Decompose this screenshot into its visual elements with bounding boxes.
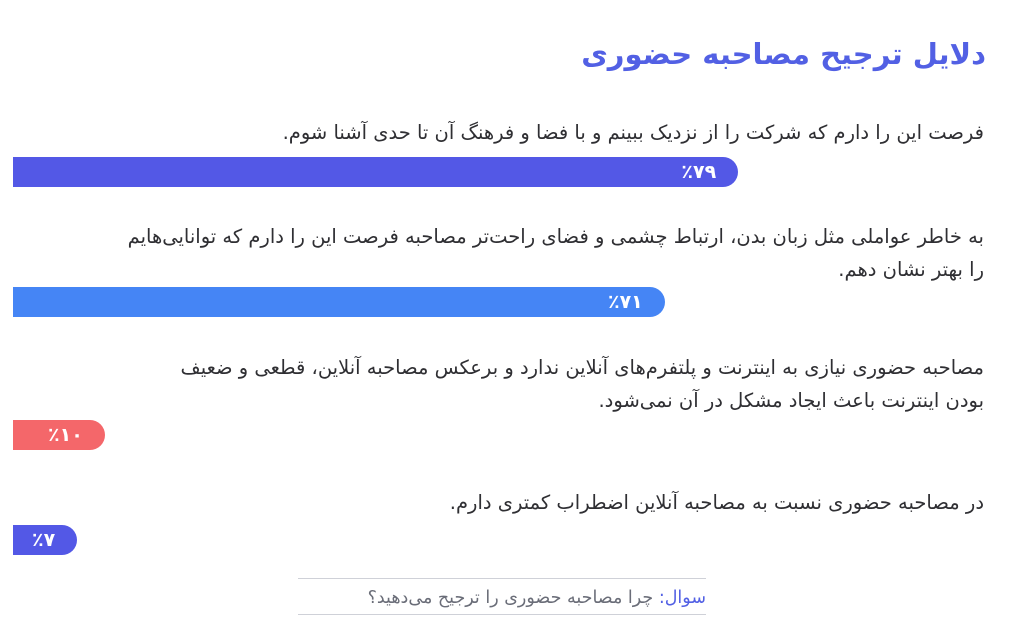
bar (13, 420, 105, 450)
bar (13, 157, 738, 187)
reason-label (9, 351, 984, 417)
reason-label (9, 220, 984, 286)
bar (13, 525, 77, 555)
question-prefix: سوال: (658, 588, 706, 608)
bar-value-label: ٪۷ (32, 529, 56, 551)
question-text (298, 583, 706, 613)
bar-track (13, 420, 931, 450)
bar (13, 287, 665, 317)
chart-title: دلایل ترجیح مصاحبه حضوری (581, 37, 986, 71)
question-body: چرا مصاحبه حضوری را ترجیح می‌دهید؟ (367, 588, 659, 608)
reason-label-line: مصاحبه حضوری نیازی به اینترنت و پلتفرم‌های آنلاین ندارد و برعکس مصاحبه آنلاین، قطعی و ضعیف (180, 356, 984, 379)
question-divider-top (298, 578, 706, 579)
bar-value-label: ٪۷۹ (681, 161, 717, 183)
reason-label-line: در مصاحبه حضوری نسبت به مصاحبه آنلاین اضطراب کمتری دارم. (449, 491, 984, 514)
bar-track (13, 157, 931, 187)
bar-track (13, 525, 931, 555)
bar-track (13, 287, 931, 317)
bar-value-label: ٪۱۰ (48, 424, 83, 446)
reason-label (9, 116, 984, 149)
reason-label-line: فرصت این را دارم که شرکت را از نزدیک ببینم و با فضا و فرهنگ آن تا حدی آشنا شوم. (282, 121, 984, 144)
reason-label-line: را بهتر نشان دهم. (838, 258, 984, 281)
reason-label (9, 486, 984, 519)
reason-label-line: به خاطر عواملی مثل زبان بدن، ارتباط چشمی و فضای راحت‌تر مصاحبه فرصت این را دارم که توانایی‌هایم (127, 225, 984, 248)
question-divider-bottom (298, 614, 706, 615)
bar-value-label: ٪۷۱ (607, 291, 643, 313)
reason-label-line: بودن اینترنت باعث ایجاد مشکل در آن نمی‌شود. (598, 389, 984, 412)
